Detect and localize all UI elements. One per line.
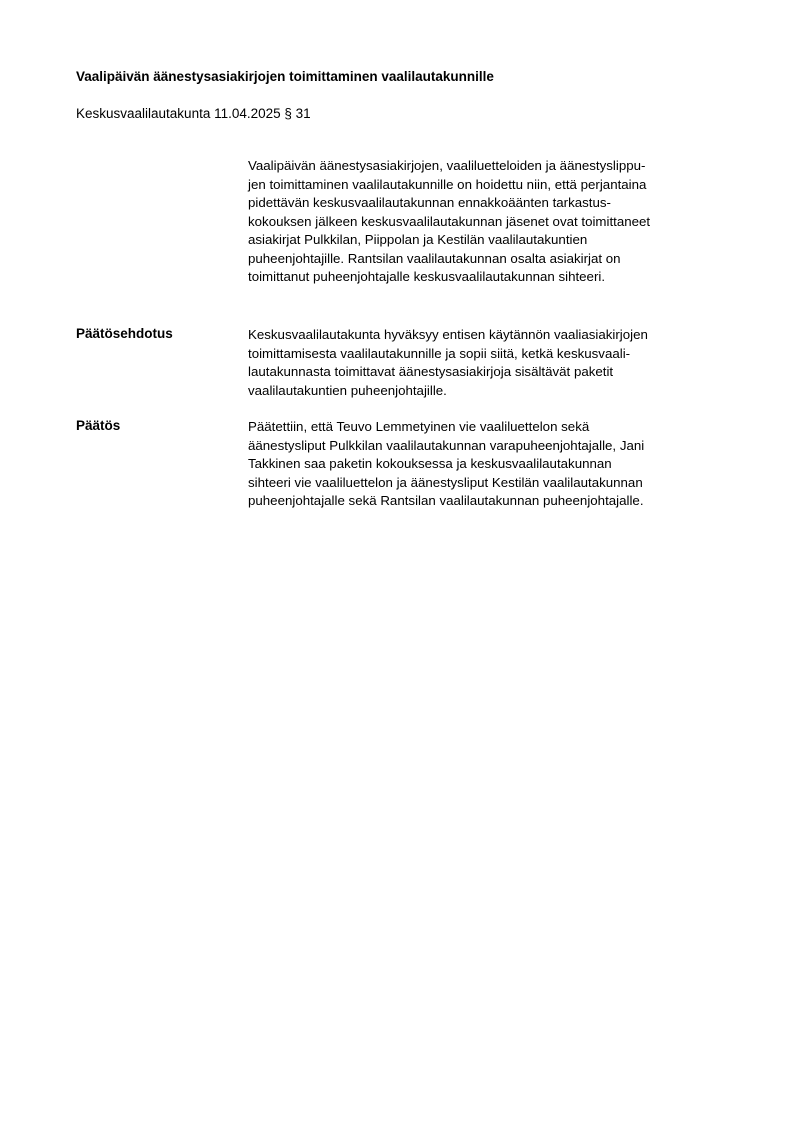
decision-line: äänestysliput Pulkkilan vaalilautakunnan varapuheenjohtajalle, Jani — [248, 437, 645, 453]
decision-line: sihteeri vie vaaliluettelon ja äänestysliput Kestilän vaalilautakunnan — [248, 474, 643, 490]
proposal-label: Päätösehdotus — [76, 326, 173, 341]
intro-line: puheenjohtajille. Rantsilan vaalilautakunnan osalta asiakirjat on — [248, 250, 621, 266]
decision-line: Päätettiin, että Teuvo Lemmetyinen vie vaaliluettelon sekä — [248, 419, 590, 434]
decision-line: puheenjohtajalle sekä Rantsilan vaalilautakunnan puheenjohtajalle. — [248, 493, 644, 508]
proposal-line: Keskusvaalilautakunta hyväksyy entisen käytännön vaaliasiakirjojen — [248, 327, 648, 342]
meeting-reference: Keskusvaalilautakunta 11.04.2025 § 31 — [76, 106, 311, 121]
proposal-line: lautakunnasta toimittavat äänestysasiakirjoja sisältävät paketit — [248, 364, 614, 379]
intro-line: kokouksen jälkeen keskusvaalilautakunnan jäsenet ovat toimittaneet — [248, 213, 651, 229]
proposal-body — [248, 326, 738, 400]
intro-line: Vaalipäivän äänestysasiakirjojen, vaaliluetteloiden ja äänestyslippu- — [248, 158, 646, 173]
document-title: Vaalipäivän äänestysasiakirjojen toimittaminen vaalilautakunnille — [76, 69, 494, 84]
decision-line: Takkinen saa paketin kokouksessa ja keskusvaalilautakunnan — [248, 456, 612, 471]
intro-line: jen toimittaminen vaalilautakunnille on hoidettu niin, että perjantaina — [248, 176, 647, 192]
decision-body — [248, 418, 738, 511]
intro-body — [248, 157, 738, 287]
intro-line: pidettävän keskusvaalilautakunnan ennakkoäänten tarkastus- — [248, 195, 611, 210]
decision-label: Päätös — [76, 418, 121, 433]
intro-line: toimittanut puheenjohtajalle keskusvaalilautakunnan sihteeri. — [248, 269, 606, 284]
proposal-line: vaalilautakuntien puheenjohtajille. — [248, 382, 447, 398]
intro-line: asiakirjat Pulkkilan, Piippolan ja Kestilän vaalilautakuntien — [248, 232, 588, 247]
proposal-line: toimittamisesta vaalilautakunnille ja sopii siitä, ketkä keskusvaali- — [248, 345, 631, 361]
